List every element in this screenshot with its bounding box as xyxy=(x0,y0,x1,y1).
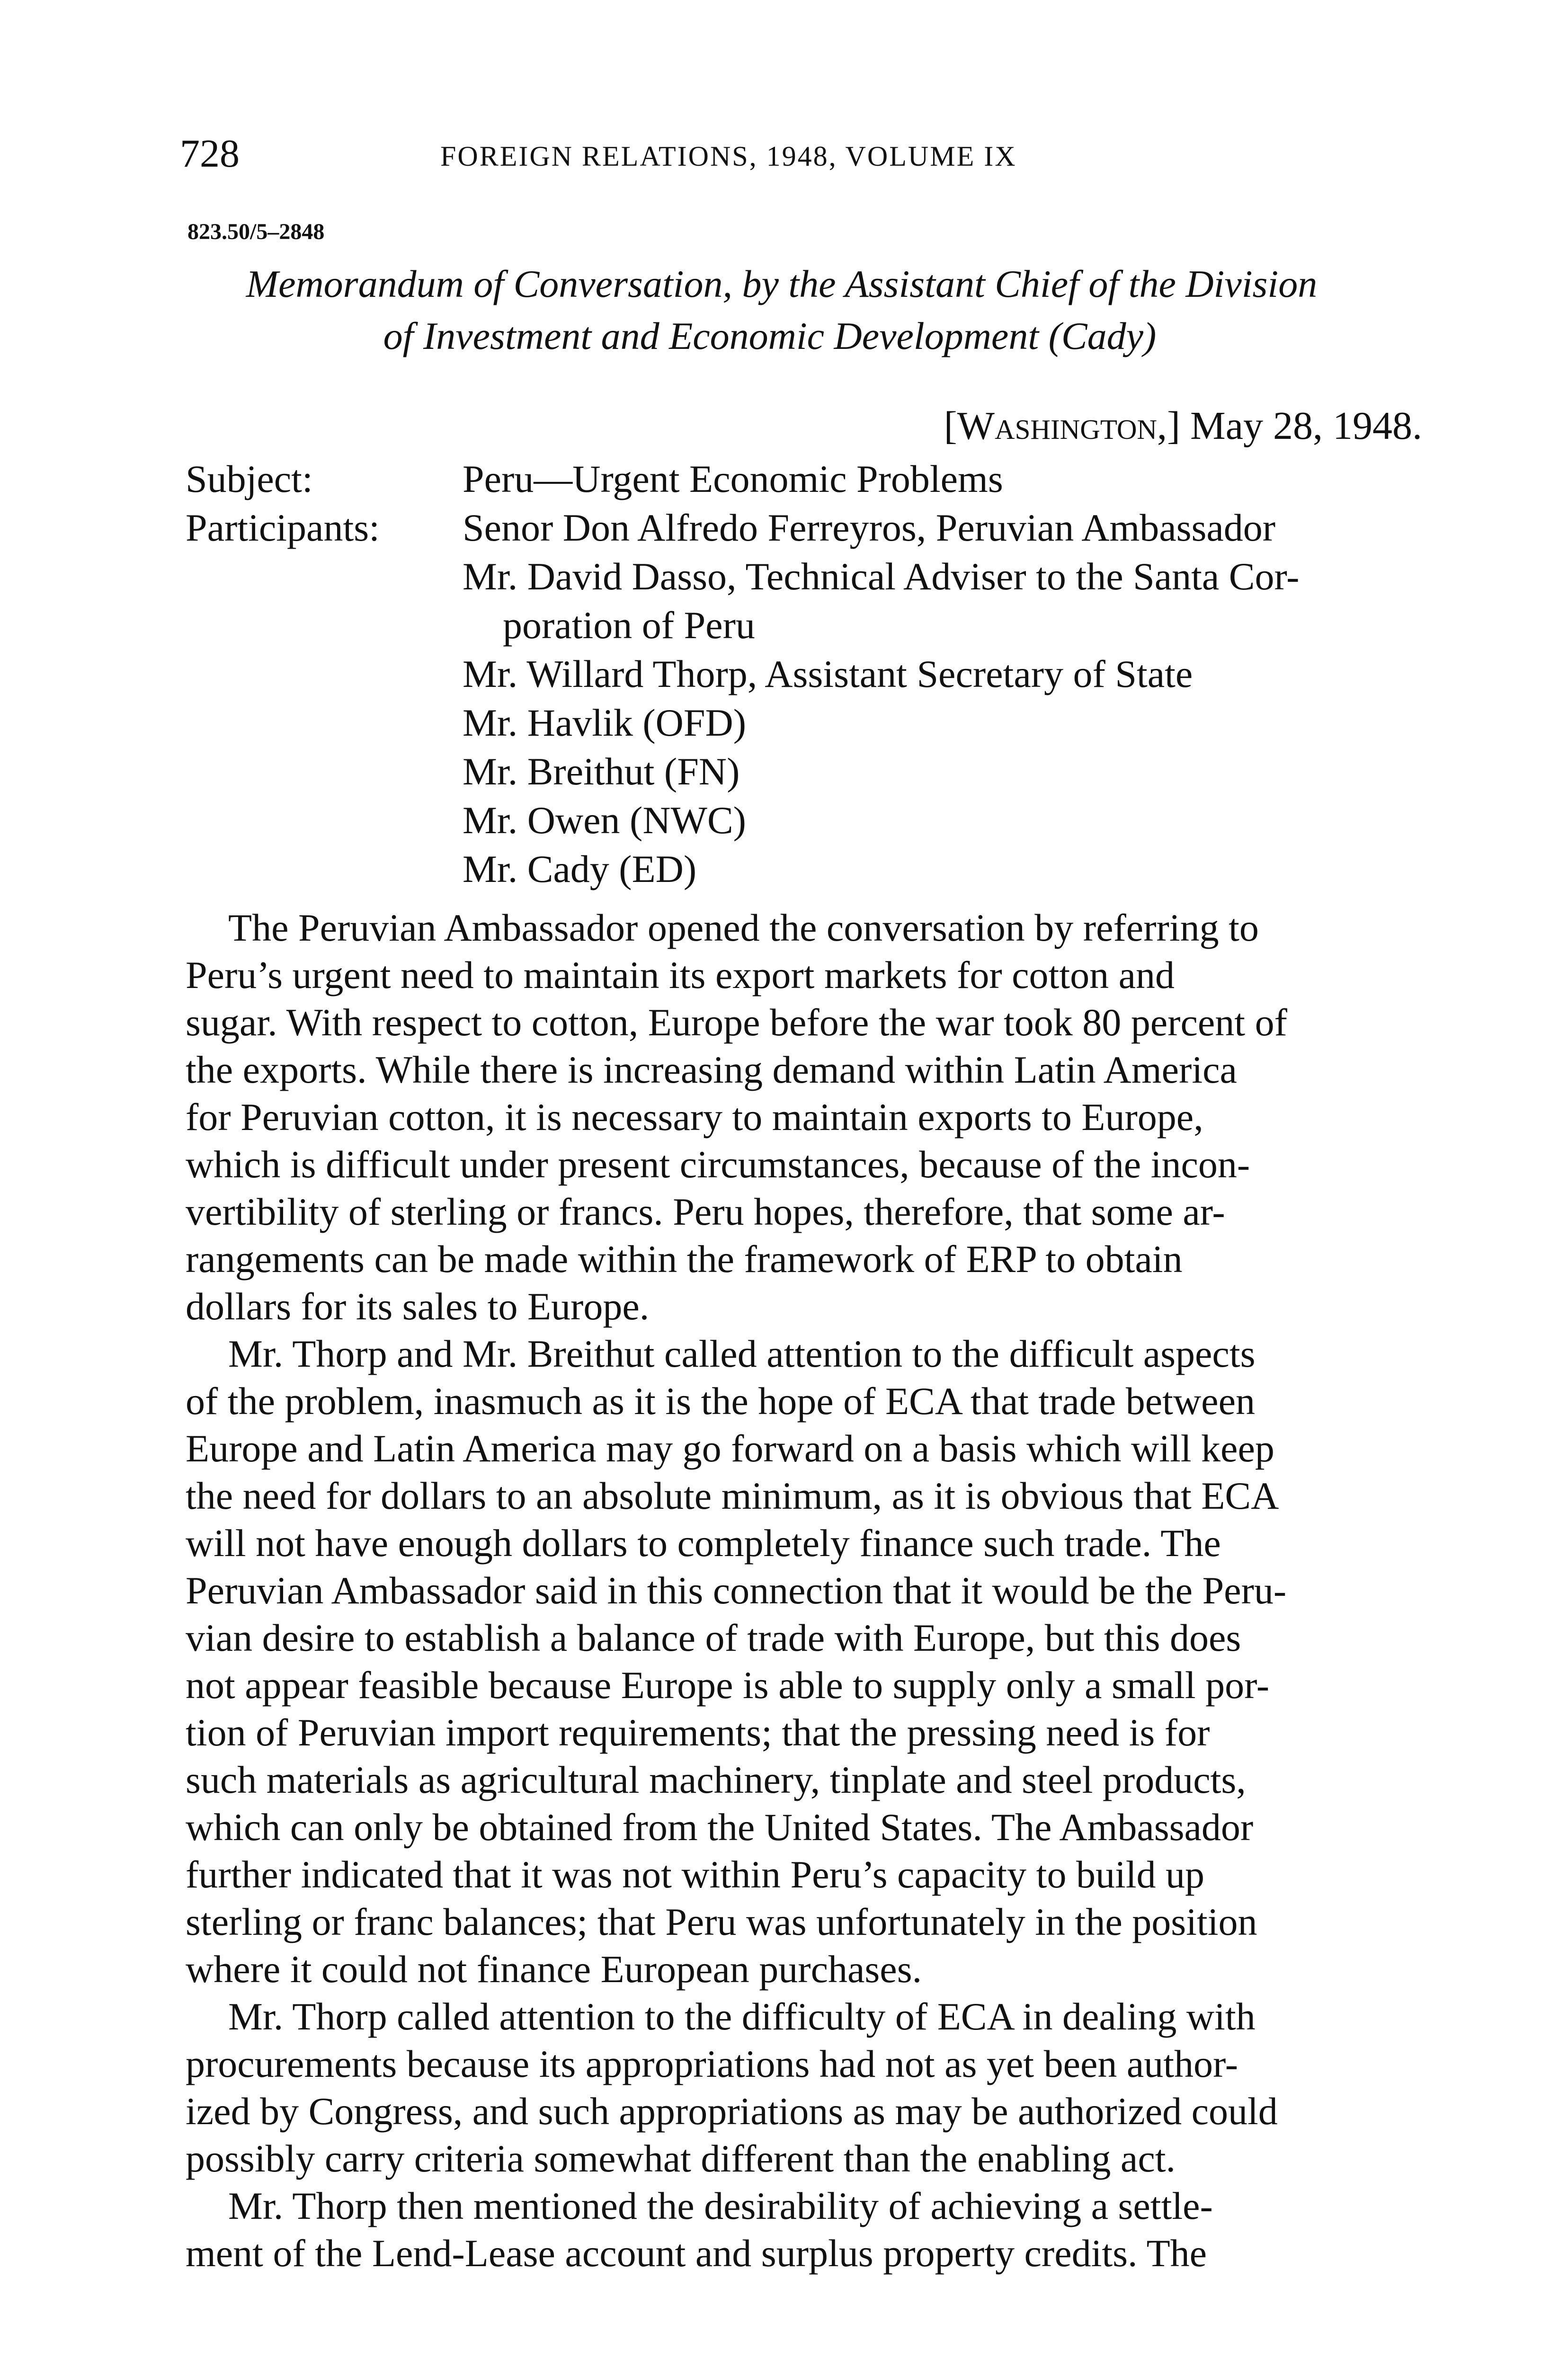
paragraph xyxy=(186,2182,1454,2277)
meta-block xyxy=(186,454,1299,893)
text-line: Peru’s urgent need to maintain its export markets for cotton and xyxy=(186,953,1175,997)
text-line: which can only be obtained from the United States. The Ambassador xyxy=(186,1806,1254,1849)
text-line: for Peruvian cotton, it is necessary to maintain exports to Europe, xyxy=(186,1095,1203,1139)
text-line: tion of Peruvian import requirements; that the pressing need is for xyxy=(186,1711,1210,1754)
text-line: the need for dollars to an absolute minimum, as it is obvious that ECA xyxy=(186,1474,1279,1517)
memo-title-line-2: of Investment and Economic Development (Cady) xyxy=(383,314,1157,357)
text-line: will not have enough dollars to completely finance such trade. The xyxy=(186,1522,1221,1565)
text-line: the exports. While there is increasing demand within Latin America xyxy=(186,1048,1237,1091)
text-line: Mr. Thorp and Mr. Breithut called attention to the difficult aspects xyxy=(228,1332,1256,1375)
participant: Mr. Cady (ED) xyxy=(463,847,697,890)
participant: Senor Don Alfredo Ferreyros, Peruvian Ambassador xyxy=(463,506,1276,549)
text-line: ized by Congress, and such appropriations as may be authorized could xyxy=(186,2090,1278,2133)
text-line: The Peruvian Ambassador opened the conversation by referring to xyxy=(228,906,1259,949)
text-line: Peruvian Ambassador said in this connection that it would be the Peru- xyxy=(186,1569,1287,1612)
file-number: 823.50/5–2848 xyxy=(187,219,325,244)
date-place: [Washington,] xyxy=(944,404,1181,448)
text-line: possibly carry criteria somewhat different than the enabling act. xyxy=(186,2137,1176,2180)
body-text xyxy=(186,904,1454,2277)
participants-row xyxy=(186,503,1299,552)
text-line: rangements can be made within the framework of ERP to obtain xyxy=(186,1237,1183,1281)
text-line: Mr. Thorp then mentioned the desirability of achieving a settle- xyxy=(228,2184,1213,2227)
date-line xyxy=(944,402,1422,450)
text-line: dollars for its sales to Europe. xyxy=(186,1285,650,1328)
subject-value: Peru—Urgent Economic Problems xyxy=(463,457,1003,500)
text-line: where it could not finance European purchases. xyxy=(186,1948,922,1991)
text-line: procurements because its appropriations had not as yet been author- xyxy=(186,2042,1238,2085)
paragraph xyxy=(186,1330,1454,1993)
participant: Mr. Willard Thorp, Assistant Secretary of State xyxy=(463,652,1193,695)
text-line: vertibility of sterling or francs. Peru hopes, therefore, that some ar- xyxy=(186,1190,1225,1233)
paragraph xyxy=(186,1993,1454,2182)
page-number: 728 xyxy=(180,132,240,176)
subject-row xyxy=(186,454,1299,503)
participant: Mr. David Dasso, Technical Adviser to the Santa Cor- xyxy=(463,555,1300,598)
participants-label: Participants: xyxy=(186,506,380,549)
text-line: not appear feasible because Europe is able to supply only a small por- xyxy=(186,1664,1270,1707)
subject-label: Subject: xyxy=(186,457,313,500)
text-line: which is difficult under present circumstances, because of the incon- xyxy=(186,1143,1250,1186)
text-line: of the problem, inasmuch as it is the hope of ECA that trade between xyxy=(186,1379,1255,1423)
text-line: sterling or franc balances; that Peru was unfortunately in the position xyxy=(186,1900,1257,1943)
paragraph xyxy=(186,904,1454,1330)
participant: Mr. Havlik (OFD) xyxy=(463,701,747,744)
memo-title xyxy=(0,258,1568,362)
text-line: vian desire to establish a balance of trade with Europe, but this does xyxy=(186,1616,1241,1659)
text-line: Mr. Thorp called attention to the difficulty of ECA in dealing with xyxy=(228,1995,1256,2038)
participant-continuation: poration of Peru xyxy=(503,604,755,647)
memo-title-line-1: Memorandum of Conversation, by the Assistant Chief of the Division xyxy=(246,262,1318,305)
text-line: sugar. With respect to cotton, Europe before the war took 80 percent of xyxy=(186,1001,1287,1044)
text-line: Europe and Latin America may go forward on a basis which will keep xyxy=(186,1427,1274,1470)
date: May 28, 1948. xyxy=(1190,404,1422,448)
running-head: FOREIGN RELATIONS, 1948, VOLUME IX xyxy=(440,141,1017,172)
participant: Mr. Owen (NWC) xyxy=(463,799,746,842)
participant: Mr. Breithut (FN) xyxy=(463,750,740,793)
text-line: ment of the Lend-Lease account and surplus property credits. The xyxy=(186,2232,1207,2275)
text-line: such materials as agricultural machinery, tinplate and steel products, xyxy=(186,1758,1246,1801)
text-line: further indicated that it was not within Peru’s capacity to build up xyxy=(186,1853,1205,1896)
